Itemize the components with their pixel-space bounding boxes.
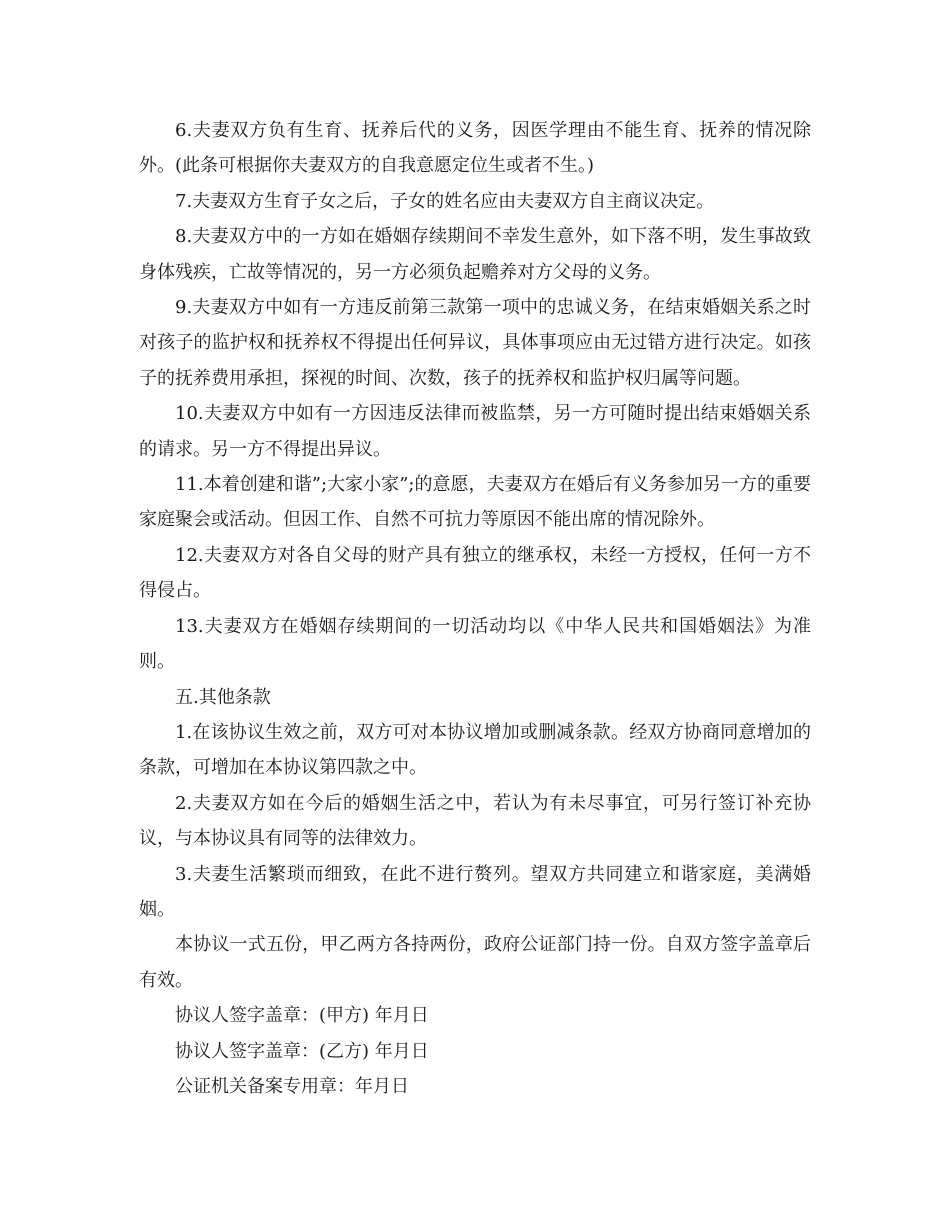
clause-9: 9.夫妻双方中如有一方违反前第三款第一项中的忠诚义务，在结束婚姻关系之时对孩子的监护权和抚养权不得提出任何异议，具体事项应由无过错方进行决定。如孩子的抚养费用承担，探视的时间、次数，孩子的抚养权和监护权归属等问题。 [139, 297, 811, 389]
document-body [139, 113, 811, 1104]
section-heading-other-terms: 五.其他条款 [175, 686, 271, 708]
other-term-3: 3.夫妻生活繁琐而细致，在此不进行赘列。望双方共同建立和谐家庭，美满婚姻。 [139, 863, 811, 920]
clause-13: 13.夫妻双方在婚姻存续期间的一切活动均以《中华人民共和国婚姻法》为准则。 [139, 615, 811, 673]
signature-line-party-b: 协议人签字盖章：(乙方) 年月日 [175, 1040, 429, 1062]
clause-12: 12.夫妻双方对各自父母的财产具有独立的继承权，未经一方授权，任何一方不得侵占。 [139, 544, 811, 602]
signature-line-party-a: 协议人签字盖章：(甲方) 年月日 [175, 1005, 429, 1027]
clause-7: 7.夫妻双方生育子女之后，子女的姓名应由夫妻双方自主商议决定。 [175, 190, 715, 212]
clause-11: 11.本着创建和谐”;大家小家”;的意愿，夫妻双方在婚后有义务参加另一方的重要家庭聚会或活动。但因工作、自然不可抗力等原因不能出席的情况除外。 [139, 474, 811, 531]
clause-8: 8.夫妻双方中的一方如在婚姻存续期间不幸发生意外，如下落不明，发生事故致身体残疾，亡故等情况的，另一方必须负起赡养对方父母的义务。 [139, 226, 811, 283]
copies-statement: 本协议一式五份，甲乙两方各持两份，政府公证部门持一份。自双方签字盖章后有效。 [139, 934, 811, 991]
notary-seal-line: 公证机关备案专用章：年月日 [175, 1075, 409, 1097]
other-term-2: 2.夫妻双方如在今后的婚姻生活之中，若认为有未尽事宜，可另行签订补充协议，与本协议具有同等的法律效力。 [139, 792, 811, 850]
clause-6: 6.夫妻双方负有生育、抚养后代的义务，因医学理由不能生育、抚养的情况除外。(此条可根据你夫妻双方的自我意愿定位生或者不生。) [139, 120, 811, 177]
clause-10: 10.夫妻双方中如有一方因违反法律而被监禁，另一方可随时提出结束婚姻关系的请求。另一方不得提出异议。 [139, 403, 811, 460]
other-term-1: 1.在该协议生效之前，双方可对本协议增加或删减条款。经双方协商同意增加的条款，可增加在本协议第四款之中。 [139, 721, 811, 779]
